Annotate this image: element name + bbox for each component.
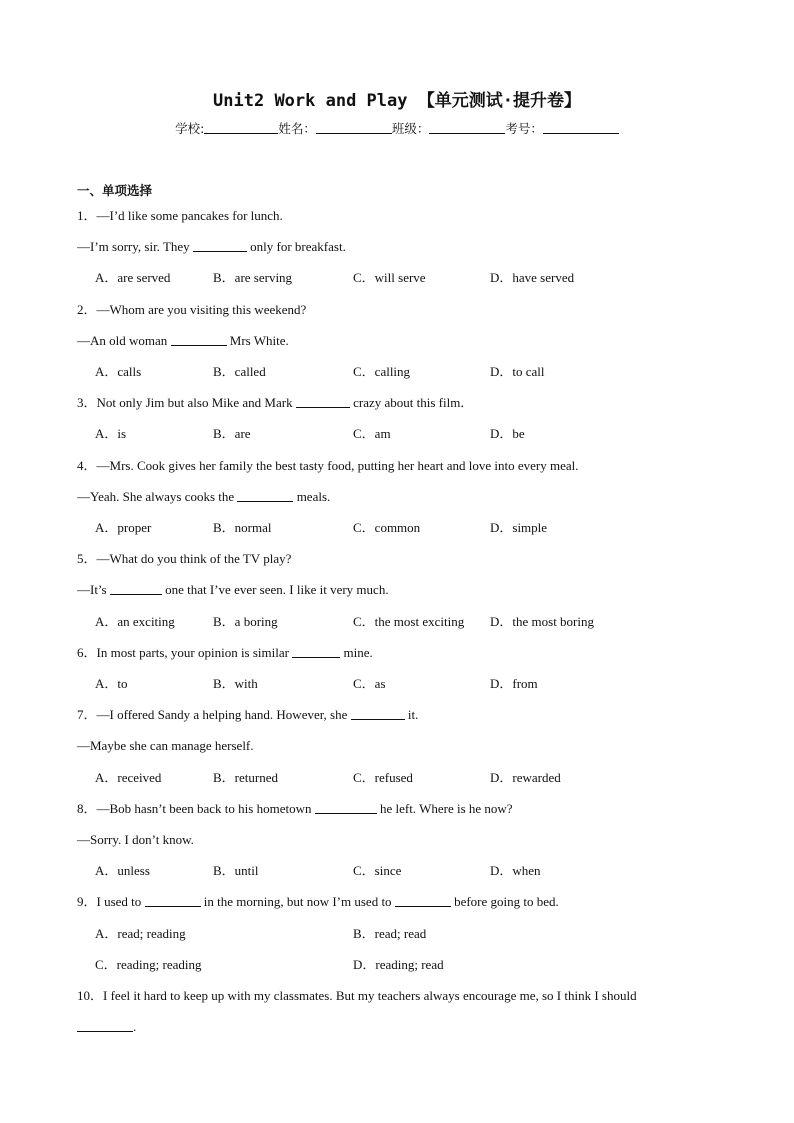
option-c[interactable]: C．common [353,520,421,535]
answer-blank [77,1020,133,1032]
option-a[interactable]: A．proper [95,520,152,535]
number-label: 考号： [505,121,543,136]
question-text: crazy about this film． [349,395,474,410]
question-7-stem [77,707,418,723]
student-info-line [0,119,794,137]
answer-blank [296,396,350,408]
answer-blank [145,895,201,907]
option-b[interactable]: B．are serving [213,270,293,285]
option-c[interactable]: C．since [353,863,402,878]
option-c[interactable]: C．refused [353,770,413,785]
option-b[interactable]: B．read; read [353,926,427,941]
question-number: 8． [77,801,97,816]
answer-blank [171,334,227,346]
question-text: in the morning, but now I’m used to [200,894,395,909]
option-d[interactable]: D．the most boring [490,614,594,629]
option-d[interactable]: D．rewarded [490,770,561,785]
question-9-stem [77,894,559,910]
option-a[interactable]: A．unless [95,863,150,878]
question-number: 9． [77,894,97,909]
question-text: —Mrs. Cook gives her family the best tasty food, putting her heart and love into every meal. [96,458,579,473]
answer-blank [292,646,340,658]
answer-blank [395,895,451,907]
question-text: —Whom are you visiting this weekend? [96,302,307,317]
question-text: meals. [293,489,331,504]
question-text: —I’m sorry, sir. They [77,239,193,254]
question-text: I feel it hard to keep up with my classmates. But my teachers always encourage me, so I think I should [103,988,637,1003]
question-number: 6． [77,645,97,660]
option-c[interactable]: C．am [353,426,391,441]
question-10-stem [77,988,637,1004]
school-label: 学校: [175,121,205,136]
question-text: mine. [340,645,373,660]
question-text: —What do you think of the TV play? [96,551,292,566]
question-text: he left. Where is he now? [376,801,513,816]
option-d[interactable]: D．simple [490,520,548,535]
question-number: 2． [77,302,97,317]
section-title: 一、单项选择 [77,183,153,198]
option-d[interactable]: D．reading; read [353,957,444,972]
option-b[interactable]: B．until [213,863,259,878]
option-c[interactable]: C．will serve [353,270,426,285]
question-6-stem [77,645,373,661]
page-title: Unit2 Work and Play 【单元测试·提升卷】 [213,91,581,111]
question-text: it. [404,707,419,722]
question-text: —It’s [77,582,110,597]
question-text: —I’d like some pancakes for lunch. [96,208,283,223]
question-4-response [77,489,330,505]
class-label: 班级： [391,121,430,136]
option-b[interactable]: B．called [213,364,266,379]
question-10-response [77,1019,136,1035]
number-field[interactable] [543,121,619,134]
question-text: . [133,1019,137,1034]
option-d[interactable]: D．have served [490,270,575,285]
question-text: Mrs White. [226,333,289,348]
question-5-stem [77,551,291,567]
option-d[interactable]: D．from [490,676,538,691]
option-a[interactable]: A．are served [95,270,171,285]
question-number: 10． [77,988,104,1003]
question-text: only for breakfast. [246,239,346,254]
name-label: 姓名： [278,121,316,136]
option-a[interactable]: A．to [95,676,128,691]
question-text: —I offered Sandy a helping hand. However, she [96,707,351,722]
option-b[interactable]: B．normal [213,520,272,535]
option-d[interactable]: D．be [490,426,525,441]
option-a[interactable]: A．calls [95,364,142,379]
question-2-stem [77,302,306,318]
answer-blank [351,708,405,720]
name-field[interactable] [316,121,392,134]
option-c[interactable]: C．the most exciting [353,614,465,629]
option-d[interactable]: D．to call [490,364,545,379]
question-number: 5． [77,551,97,566]
question-number: 7． [77,707,97,722]
option-d[interactable]: D．when [490,863,541,878]
option-c[interactable]: C．as [353,676,386,691]
question-2-response [77,333,289,349]
option-a[interactable]: A．read; reading [95,926,186,941]
answer-blank [193,240,247,252]
question-text: Not only Jim but also Mike and Mark [96,395,296,410]
question-text: one that I’ve ever seen. I like it very much. [161,582,389,597]
option-c[interactable]: C．calling [353,364,411,379]
question-1-stem [77,208,283,224]
school-field[interactable] [204,121,278,134]
answer-blank [110,583,162,595]
option-a[interactable]: A．is [95,426,127,441]
question-text: —An old woman [77,333,171,348]
option-a[interactable]: A．received [95,770,162,785]
question-text: In most parts, your opinion is similar [96,645,293,660]
question-1-response [77,239,346,255]
question-number: 3． [77,395,97,410]
option-b[interactable]: B．a boring [213,614,278,629]
question-text: —Yeah. She always cooks the [77,489,238,504]
question-3-stem [77,395,473,411]
answer-blank [315,802,377,814]
answer-blank [237,490,293,502]
question-text: —Bob hasn’t been back to his hometown [96,801,315,816]
option-a[interactable]: A．an exciting [95,614,175,629]
question-5-response [77,582,389,598]
question-7-response: —Maybe she can manage herself. [77,738,254,753]
class-field[interactable] [429,121,505,134]
question-text: before going to bed. [450,894,559,909]
question-8-response: —Sorry. I don’t know. [77,832,194,847]
question-4-stem [77,458,579,474]
question-number: 1． [77,208,97,223]
option-b[interactable]: B．returned [213,770,278,785]
option-b[interactable]: B．are [213,426,251,441]
option-b[interactable]: B．with [213,676,258,691]
question-text: I used to [96,894,145,909]
question-number: 4． [77,458,97,473]
option-c[interactable]: C．reading; reading [95,957,202,972]
question-8-stem [77,801,513,817]
